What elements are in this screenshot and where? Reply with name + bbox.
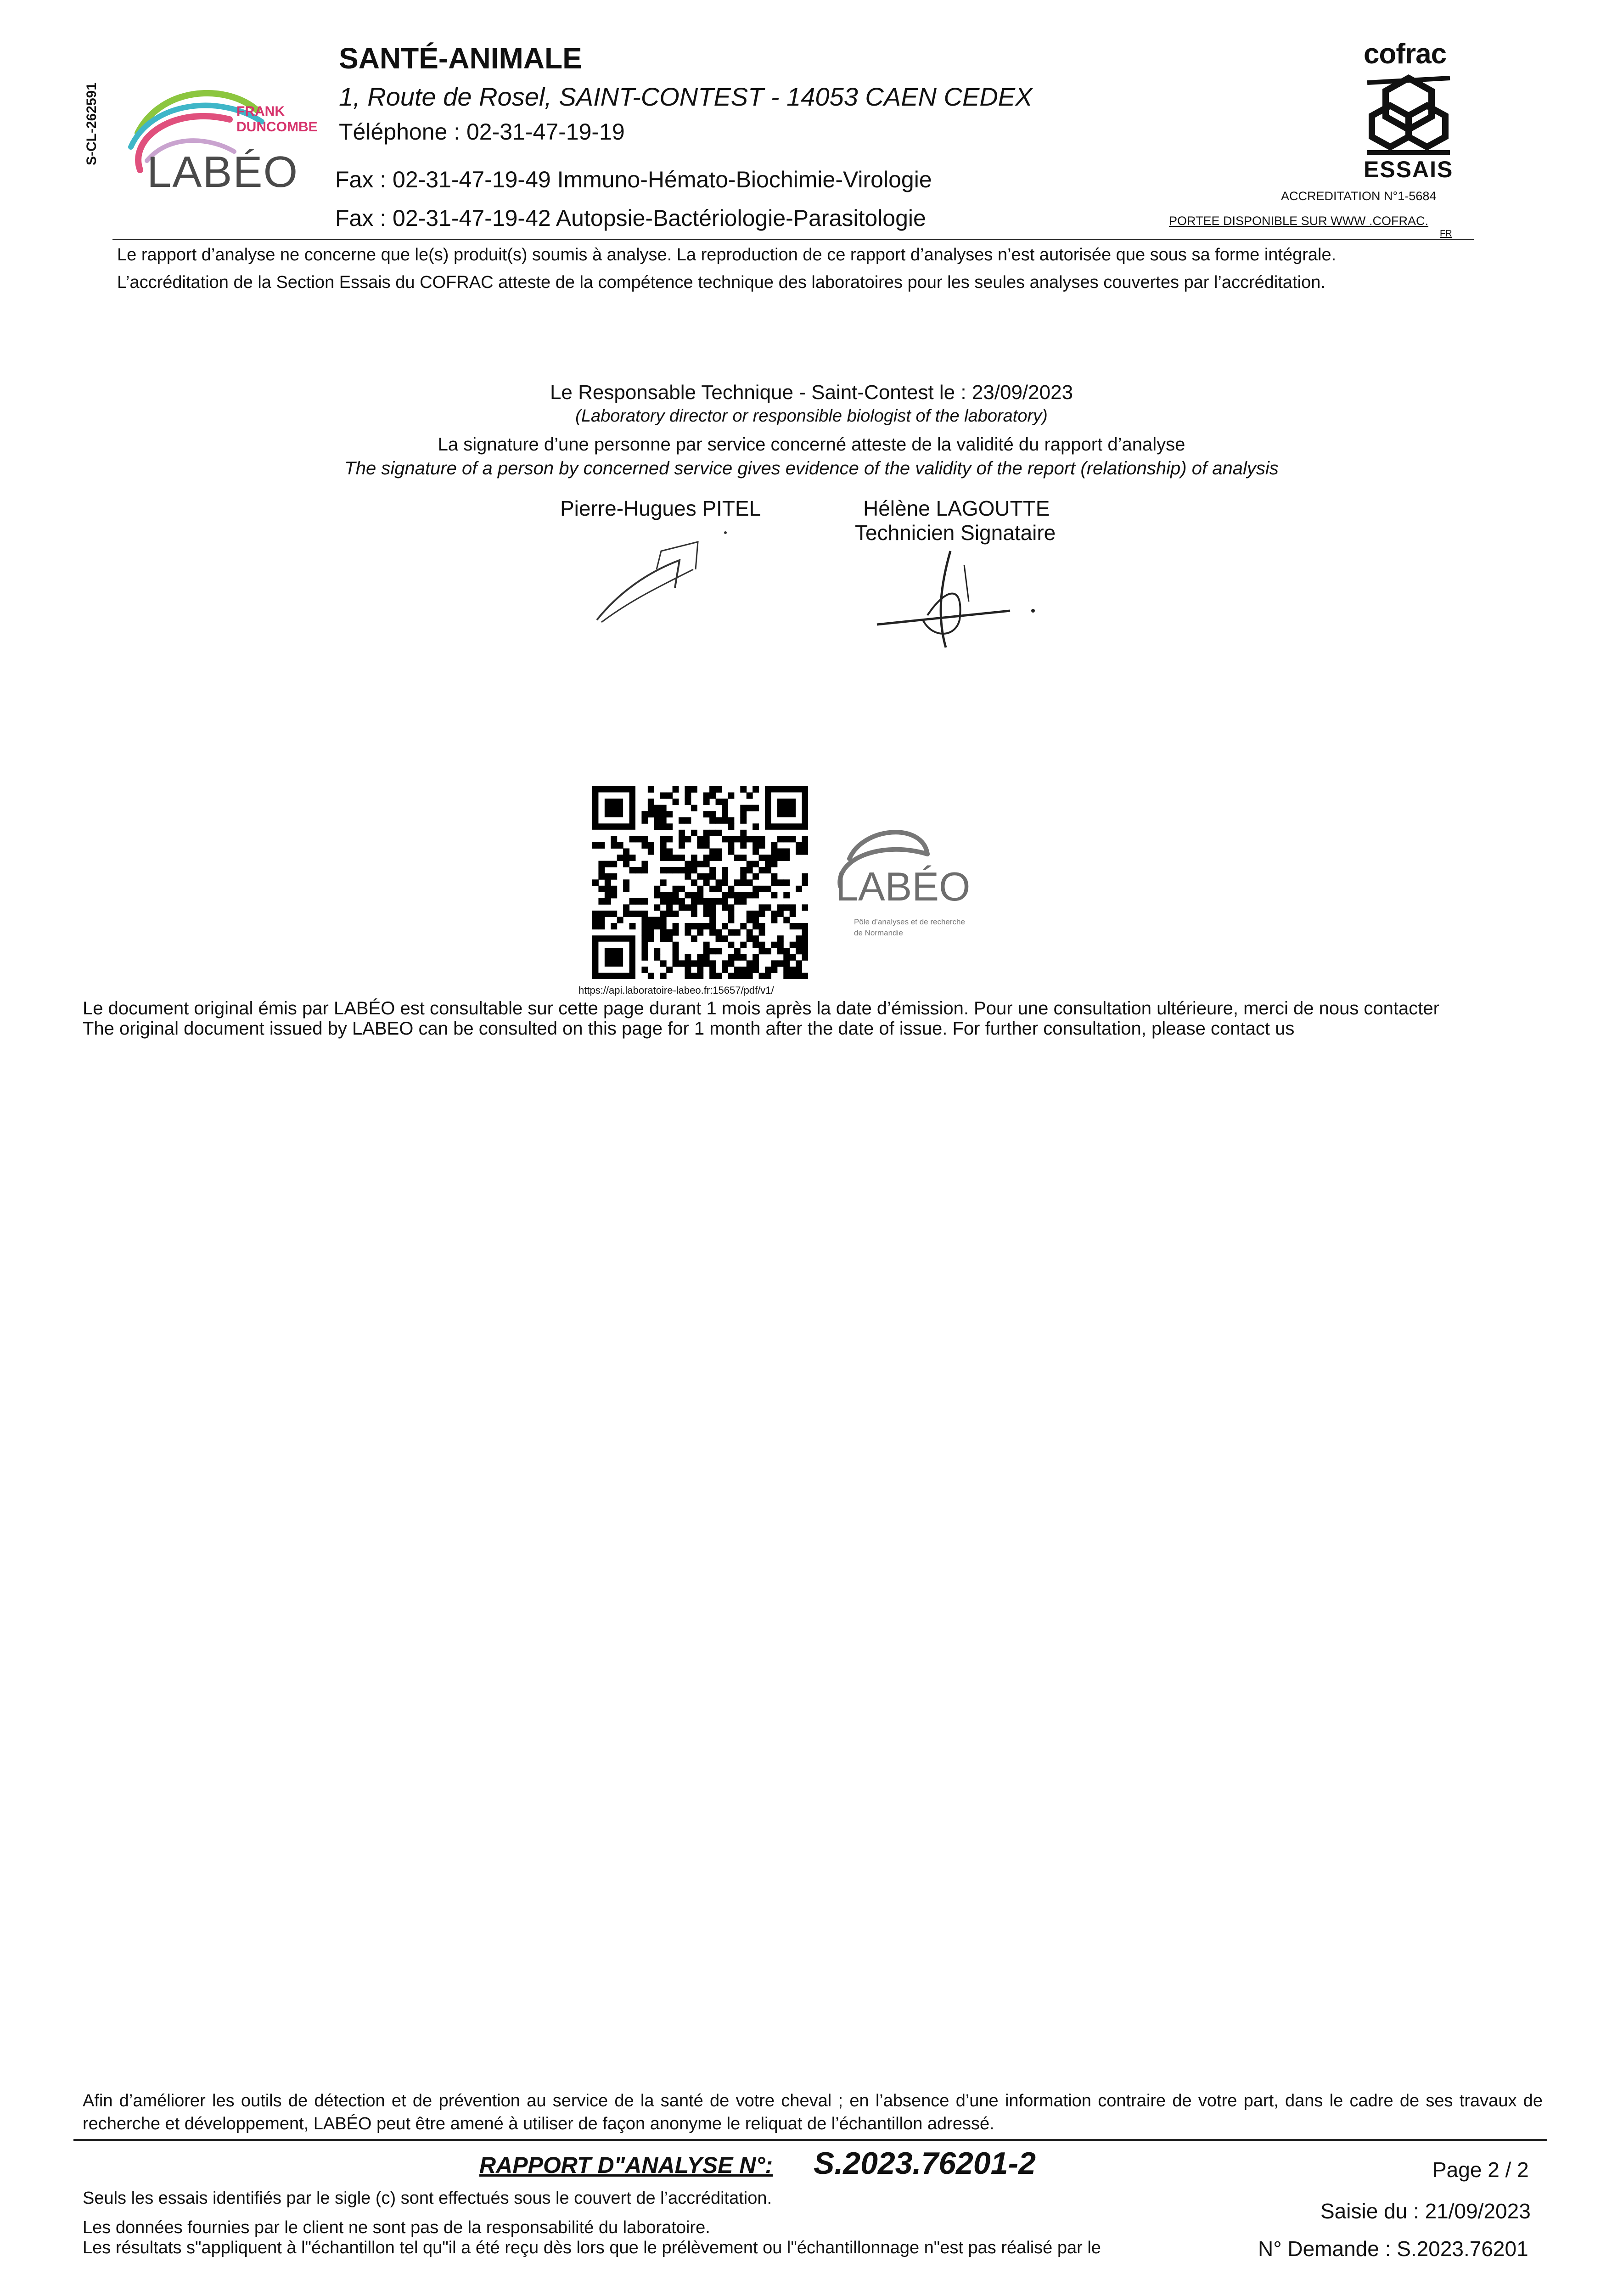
accreditation-note: Seuls les essais identifiés par le sigle (c) sont effectués sous le couvert de l’accréditation. — [83, 2189, 772, 2208]
side-reference-code: S-CL-262591 — [84, 82, 99, 166]
qr-url[interactable]: https://api.laboratoire-labeo.fr:15657/pdf/v1/ — [578, 985, 774, 996]
improvement-notice: Afin d’améliorer les outils de détection et de prévention au service de la santé de votre cheval ; en l’absence d’une information contraire de votre part, dans le cadre de ses travaux de recherche et développement, LABÉO peut être amené à utiliser de façon anonyme le reliquat de l’échantillon adressé. — [83, 2091, 1543, 2133]
lab-phone: Téléphone : 02-31-47-19-19 — [339, 119, 625, 145]
labeo-logo — [119, 78, 321, 197]
lab-name: SANTÉ-ANIMALE — [339, 42, 582, 75]
entry-date: Saisie du : 21/09/2023 — [1320, 2199, 1531, 2223]
lab-fax-2: Fax : 02-31-47-19-42 Autopsie-Bactériologie-Parasitologie — [335, 205, 926, 231]
original-document-en: The original document issued by LABEO can be consulted on this page for 1 month after the date of issue. For further consultation, please contact us — [83, 1019, 1295, 1039]
signature-statement-en: The signature of a person by concerned service gives evidence of the validity of the report (relationship) of analysis — [344, 458, 1279, 478]
labeo-small-tagline-1: Pôle d’analyses et de recherche — [854, 917, 965, 926]
lab-fax-1: Fax : 02-31-47-19-49 Immuno-Hémato-Biochimie-Virologie — [335, 167, 932, 192]
labeo-logo-small — [831, 817, 983, 946]
report-number: S.2023.76201-2 — [814, 2146, 1036, 2181]
cofrac-brand: cofrac — [1364, 38, 1447, 70]
logo-labeo-text: LABÉO — [147, 147, 299, 197]
results-note: Les résultats s"appliquent à l"échantillon tel qu"il a été reçu dès lors que le prélèvement ou l"échantillonnage n"est pas réalisé par le — [83, 2238, 1101, 2257]
signer-1-name: Pierre-Hugues PITEL — [560, 496, 761, 520]
portee-link-continuation[interactable]: FR — [1440, 229, 1452, 239]
disclaimer-reproduction: Le rapport d’analyse ne concerne que le(s) produit(s) soumis à analyse. La reproduction de ce rapport d’analyses n’est autorisée que sous sa forme intégrale. — [117, 245, 1337, 264]
portee-link[interactable]: PORTEE DISPONIBLE SUR WWW .COFRAC. — [1169, 214, 1429, 228]
original-document-fr: Le document original émis par LABÉO est consultable sur cette page durant 1 mois après la date d’émission. Pour une consultation ultérieure, merci de nous contacter — [83, 998, 1439, 1019]
signature-2-icon — [872, 546, 1047, 652]
signer-2-role: Technicien Signataire — [855, 521, 1056, 545]
labeo-small-name: LABÉO — [836, 864, 971, 909]
signature-statement-fr: La signature d’une personne par service concerné atteste de la validité du rapport d’analyse — [438, 434, 1185, 455]
client-data-note: Les données fournies par le client ne sont pas de la responsabilité du laboratoire. — [83, 2218, 710, 2237]
responsible-technical: Le Responsable Technique - Saint-Contest le : 23/09/2023 — [550, 381, 1073, 404]
lab-address: 1, Route de Rosel, SAINT-CONTEST - 14053 CAEN CEDEX — [339, 82, 1033, 111]
qr-code-icon[interactable] — [592, 786, 808, 979]
page-number: Page 2 / 2 — [1432, 2158, 1529, 2182]
logo-frank-text: FRANK — [236, 104, 285, 119]
logo-duncombe-text: DUNCOMBE — [236, 119, 318, 135]
cofrac-hexagon-icon — [1363, 73, 1455, 156]
request-number: N° Demande : S.2023.76201 — [1258, 2237, 1528, 2261]
accreditation-number: ACCREDITATION N°1-5684 — [1281, 189, 1437, 203]
responsible-technical-en: (Laboratory director or responsible biologist of the laboratory) — [575, 406, 1048, 426]
disclaimer-accreditation: L’accréditation de la Section Essais du COFRAC atteste de la compétence technique des laboratoires pour les seules analyses couvertes par l’accréditation. — [117, 273, 1325, 292]
footer-divider — [73, 2139, 1547, 2141]
cofrac-essais: ESSAIS — [1364, 157, 1454, 182]
signature-1-icon — [588, 519, 744, 629]
header-divider — [112, 239, 1474, 240]
report-label: RAPPORT D"ANALYSE N°: — [479, 2152, 773, 2178]
labeo-small-tagline-2: de Normandie — [854, 929, 903, 937]
signer-2-name: Hélène LAGOUTTE — [863, 496, 1050, 520]
